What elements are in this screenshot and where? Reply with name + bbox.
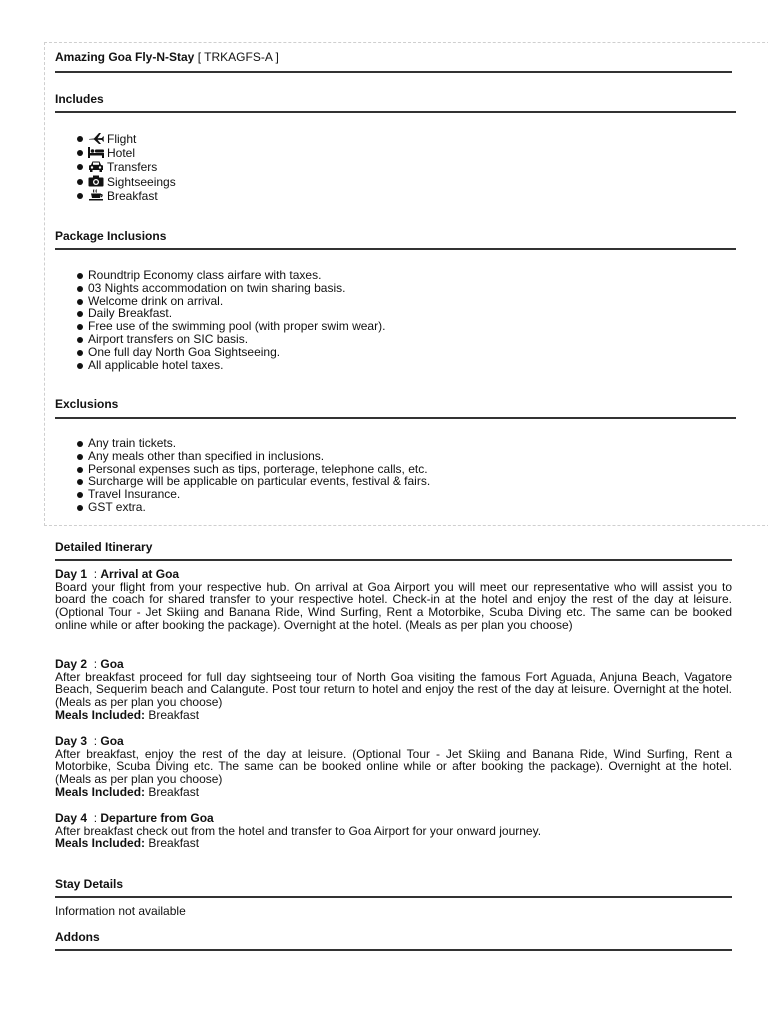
meals-included (55, 837, 732, 850)
include-label: Flight (107, 132, 137, 146)
list-item (77, 132, 176, 146)
day-number: Day 4 (55, 811, 88, 825)
include-label: Transfers (107, 160, 158, 175)
exclusions-heading: Exclusions (55, 397, 119, 411)
package-name: Amazing Goa Fly-N-Stay (55, 50, 195, 64)
car-icon (88, 160, 104, 172)
day-header: Day 3 : Goa (55, 734, 124, 748)
bed-icon (88, 146, 104, 158)
divider (55, 417, 736, 419)
list-item: Daily Breakfast. (77, 307, 385, 320)
include-label: Breakfast (107, 188, 158, 203)
list-item: Travel Insurance. (77, 488, 430, 501)
day-number: Day 1 (55, 567, 88, 581)
divider (55, 111, 736, 113)
include-label: Sightseeings (107, 174, 176, 189)
meals-label: Meals Included: (55, 784, 146, 799)
camera-icon (88, 175, 104, 187)
cup-icon (88, 189, 104, 201)
divider (55, 559, 732, 561)
day-description: After breakfast check out from the hotel and transfer to Goa Airport for your onward journey. (55, 823, 542, 838)
day-number: Day 2 (55, 657, 88, 671)
list-item (77, 160, 176, 174)
list-item: GST extra. (77, 501, 430, 514)
day-header: Day 4 : Departure from Goa (55, 811, 214, 825)
inclusions-heading: Package Inclusions (55, 229, 167, 243)
meals-label: Meals Included: (55, 707, 146, 722)
itinerary-day (55, 812, 732, 850)
day-title: Goa (100, 734, 124, 748)
list-item: One full day North Goa Sightseeing. (77, 346, 385, 359)
day-header: Day 2 : Goa (55, 657, 124, 671)
include-label: Hotel (107, 146, 136, 161)
list-item (77, 175, 176, 189)
plane-icon (88, 132, 104, 144)
list-item: Free use of the swimming pool (with proper swim wear). (77, 320, 385, 333)
list-item: Any train tickets. (77, 437, 430, 450)
day-description: Board your flight from your respective hub. On arrival at Goa Airport you will meet our representative who will assist you to board the coach for shared transfer to your respective hotel. Check-in at the hotel and enjoy the rest of the day at leisure. (Optional Tour - Jet Skiing and Banana Ride, Wind Surfing, Rent a Motorbike, Scuba Diving etc. The same can be booked online while or after booking the package). Overnight at the hotel. (Meals as per plan you choose) (55, 579, 732, 632)
divider (55, 71, 732, 73)
divider (55, 896, 732, 898)
day-title: Arrival at Goa (100, 567, 180, 581)
divider (55, 248, 736, 250)
day-header: Day 1 : Arrival at Goa (55, 567, 180, 581)
meals-value: Breakfast (148, 784, 200, 799)
stay-text: Information not available (55, 904, 186, 918)
list-item: Airport transfers on SIC basis. (77, 333, 385, 346)
exclusions-list (77, 437, 430, 514)
list-item: All applicable hotel taxes. (77, 359, 385, 372)
day-description: After breakfast, enjoy the rest of the day at leisure. (Optional Tour - Jet Skiing and Banana Ride, Wind Surfing, Rent a Motorbike, Scuba Diving etc. The same can be booked online while or after booking the package). Overnight at the hotel. (Meals as per plan you choose) (55, 746, 732, 787)
day-description: After breakfast proceed for full day sightseeing tour of North Goa visiting the famous Fort Aguada, Anjuna Beach, Vagatore Beach, Sequerim beach and Calangute. Post tour return to hotel and enjoy the rest of the day at leisure. Overnight at the hotel. (Meals as per plan you choose) (55, 669, 732, 710)
meals-included (55, 709, 732, 722)
itinerary-day (55, 658, 732, 722)
list-item (77, 189, 176, 203)
meals-label: Meals Included: (55, 836, 146, 851)
itinerary-heading: Detailed Itinerary (55, 540, 153, 554)
addons-heading: Addons (55, 930, 100, 944)
includes-list (77, 132, 176, 203)
divider (55, 949, 732, 951)
list-item: Welcome drink on arrival. (77, 295, 385, 308)
list-item: Any meals other than specified in inclusions. (77, 450, 430, 463)
meals-included (55, 786, 732, 799)
itinerary-day (55, 735, 732, 799)
list-item (77, 146, 176, 160)
itinerary-day (55, 568, 732, 632)
day-number: Day 3 (55, 734, 88, 748)
list-item: 03 Nights accommodation on twin sharing basis. (77, 282, 385, 295)
list-item: Surcharge will be applicable on particular events, festival & fairs. (77, 475, 430, 488)
meals-value: Breakfast (148, 707, 200, 722)
day-title: Goa (100, 657, 124, 671)
inclusions-list (77, 269, 385, 371)
package-title (55, 50, 732, 65)
includes-heading: Includes (55, 92, 104, 106)
list-item: Roundtrip Economy class airfare with taxes. (77, 269, 385, 282)
package-code: [ TRKAGFS-A ] (197, 50, 279, 64)
day-title: Departure from Goa (100, 811, 214, 825)
stay-heading: Stay Details (55, 877, 124, 891)
list-item: Personal expenses such as tips, porterage, telephone calls, etc. (77, 463, 430, 476)
meals-value: Breakfast (148, 836, 200, 851)
